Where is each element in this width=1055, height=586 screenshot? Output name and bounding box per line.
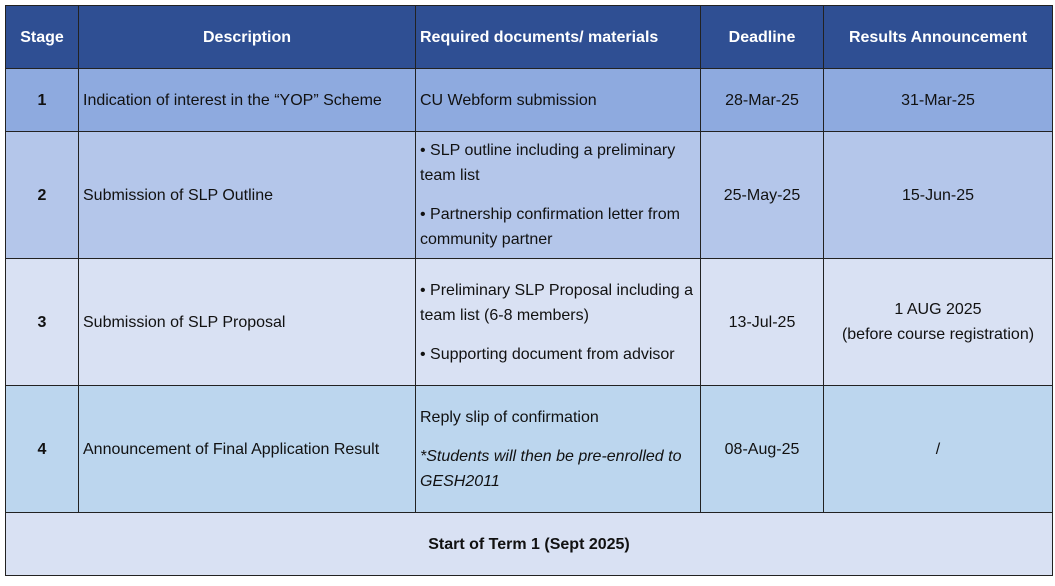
stage-number: 1 [6, 69, 79, 132]
required-documents: CU Webform submission [416, 69, 701, 132]
term-start-banner: Start of Term 1 (Sept 2025) [6, 513, 1053, 576]
results-date: 1 AUG 2025 [894, 301, 982, 318]
required-documents [416, 259, 701, 386]
header-description: Description [79, 6, 416, 69]
header-results-announcement: Results Announcement [824, 6, 1053, 69]
table-row [6, 69, 1053, 132]
stage-number: 4 [6, 386, 79, 513]
results-note: (before course registration) [841, 326, 1035, 343]
header-required-documents: Required documents/ materials [416, 6, 701, 69]
deadline: 13-Jul-25 [701, 259, 824, 386]
stage-number: 2 [6, 132, 79, 259]
results-announcement: 15-Jun-25 [824, 132, 1053, 259]
results-announcement: 31-Mar-25 [824, 69, 1053, 132]
stage-description: Announcement of Final Application Result [79, 386, 416, 513]
required-item: • Partnership confirmation letter from community partner [420, 206, 680, 248]
required-item: • Preliminary SLP Proposal including a team list (6-8 members) [420, 281, 693, 324]
enrollment-note: *Students will then be pre-enrolled to GESH2011 [420, 447, 682, 490]
required-documents [416, 386, 701, 513]
deadline: 28-Mar-25 [701, 69, 824, 132]
required-item: • SLP outline including a preliminary team list [420, 142, 676, 184]
table-row [6, 259, 1053, 386]
stage-description: Indication of interest in the “YOP” Scheme [79, 69, 416, 132]
footer-row [6, 513, 1053, 576]
required-item: • Supporting document from advisor [420, 345, 675, 363]
table-row [6, 386, 1053, 513]
deadline: 25-May-25 [701, 132, 824, 259]
application-timeline-table [5, 5, 1053, 576]
results-announcement: / [824, 386, 1053, 513]
table-row [6, 132, 1053, 259]
stage-number: 3 [6, 259, 79, 386]
results-announcement [824, 259, 1053, 386]
required-documents [416, 132, 701, 259]
stage-description: Submission of SLP Proposal [79, 259, 416, 386]
header-deadline: Deadline [701, 6, 824, 69]
header-stage: Stage [6, 6, 79, 69]
required-item: Reply slip of confirmation [420, 408, 599, 426]
stage-description: Submission of SLP Outline [79, 132, 416, 259]
deadline: 08-Aug-25 [701, 386, 824, 513]
header-row [6, 6, 1053, 69]
